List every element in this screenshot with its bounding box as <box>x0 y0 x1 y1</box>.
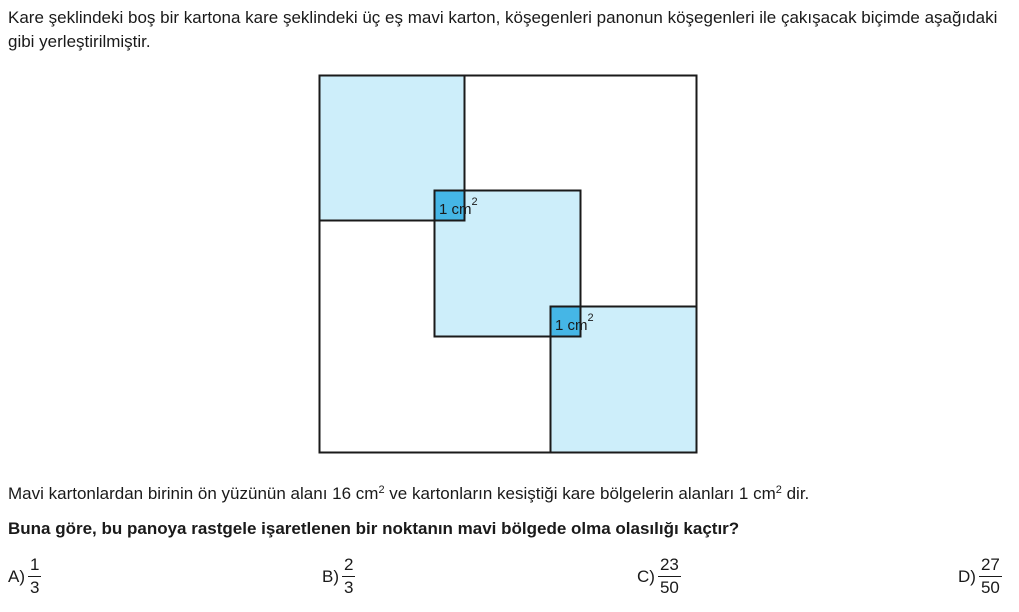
option-b[interactable] <box>322 556 355 597</box>
question-text: Buna göre, bu panoya rastgele işaretlenen bir noktanın mavi bölgede olma olasılığı kaçtır? <box>8 519 740 538</box>
option-fraction: $\frac{27}{50}$ <box>980 555 1000 597</box>
option-d[interactable] <box>958 556 1002 597</box>
overlap-label-2: 1 $cm^2$ <box>555 312 594 334</box>
option-a[interactable] <box>8 556 41 597</box>
option-letter: A) <box>8 566 25 586</box>
option-letter: D) <box>958 566 976 586</box>
square-board-figure <box>318 74 700 456</box>
overlap-label-1: 1 $cm^2$ <box>439 196 478 218</box>
problem-intro: Kare şeklindeki boş bir kartona kare şeklindeki üç eş mavi karton, köşegenleri panonun köşegenleri ile çakışacak biçimde aşağıdaki gibi yerleştirilmiştir. <box>8 8 998 51</box>
option-letter: C) <box>637 566 655 586</box>
option-fraction: $\frac{2}{3}$ <box>344 555 354 597</box>
option-fraction: $\frac{23}{50}$ <box>659 555 679 597</box>
option-c[interactable] <box>637 556 681 597</box>
given-info: Mavi kartonlardan birinin ön yüzünün alanı 16 $cm^2$ ve kartonların kesiştiği kare bölgelerin alanları 1 $cm^2$ dir. <box>8 484 810 503</box>
option-fraction: $\frac{1}{3}$ <box>30 555 40 597</box>
option-letter: B) <box>322 566 339 586</box>
